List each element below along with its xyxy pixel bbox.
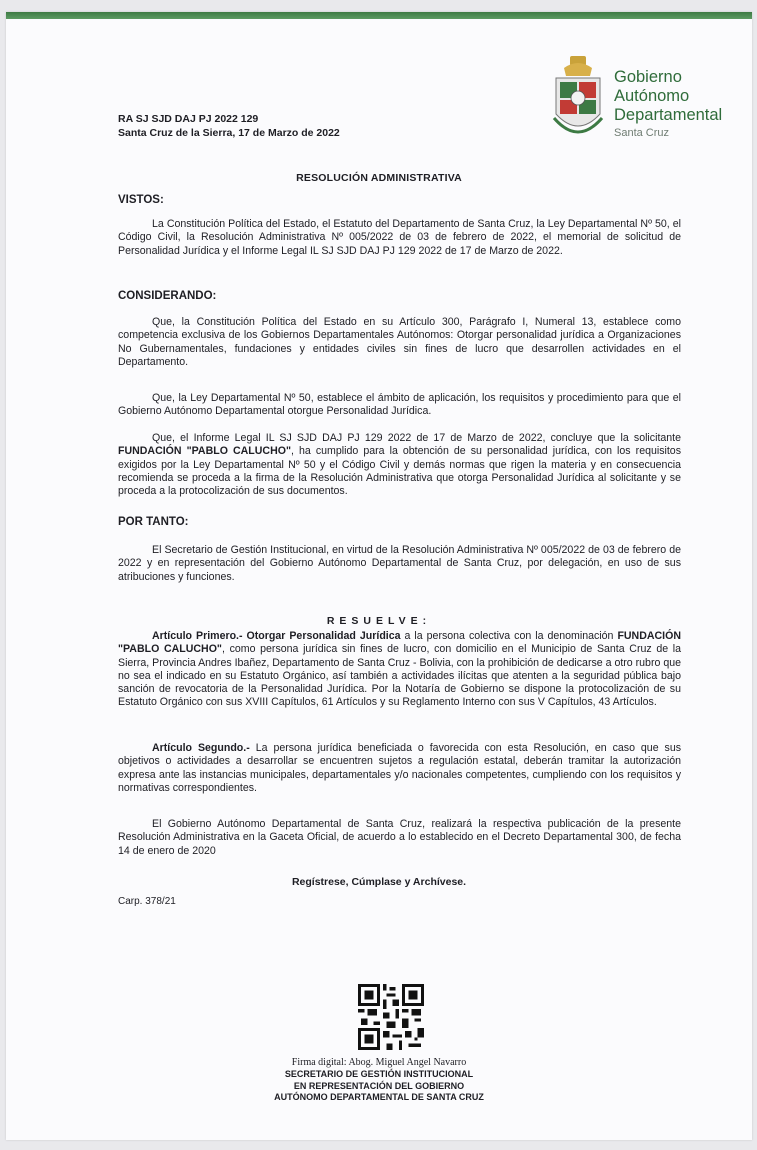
considerando-paragraph-2: Que, la Ley Departamental Nº 50, establece el ámbito de aplicación, los requisitos y procedimiento para que el Gobierno Autónomo Departamental otorgue Personalidad Jurídica. [118, 392, 681, 418]
place-date: Santa Cruz de la Sierra, 17 de Marzo de 2022 [118, 127, 340, 139]
header-green-band [6, 12, 752, 19]
articulo-segundo-text: La persona jurídica beneficiada o favorecida con esta Resolución, en caso que sus objetivos o actividades a desarrollar se encuentren sujetos a regulación estatal, deberán tramitar la autorización expresa ante las instancias municipales, departamentales y/o nacionales competentes, cumpliendo con los requisitos y normativas correspondientes. [118, 742, 682, 794]
document-reference [118, 112, 340, 140]
government-logo [550, 54, 740, 154]
vistos-paragraph: La Constitución Política del Estado, el Estatuto del Departamento de Santa Cruz, la Ley Departamental Nº 50, el Código Civil, la Resolución Administrativa Nº 005/2022 de 03 de febrero de 2022, el memorial de solicitud de Personalidad Jurídica y el Informe Legal IL SJ SJD DAJ PJ 129 2022 de 17 de Marzo de 2022. [118, 218, 681, 257]
articulo-primero-text-1: a la persona colectiva con la denominación [400, 630, 618, 642]
logo-line-3: Departamental [614, 106, 723, 124]
signature-block [6, 1057, 752, 1104]
logo-line-2: Autónomo [614, 87, 690, 105]
articulo-segundo [118, 742, 681, 795]
qr-code-icon [358, 984, 424, 1050]
signer-role-3: AUTÓNOMO DEPARTAMENTAL DE SANTA CRUZ [274, 1092, 484, 1102]
logo-line-1: Gobierno [614, 68, 682, 86]
signer-role-1: SECRETARIO DE GESTIÓN INSTITUCIONAL [284, 1069, 474, 1079]
considerando-heading: CONSIDERANDO: [118, 290, 217, 302]
signer-role-2: EN REPRESENTACIÓN DEL GOBIERNO [293, 1080, 465, 1091]
considerando-paragraph-1: Que, la Constitución Política del Estado en su Artículo 300, Parágrafo I, Numeral 13, establece como competencia exclusiva de los Gobiernos Departamentales Autónomos: Otorgar personalidad jurídica a Organizaciones No Gubernamentales, fundaciones y entidades civiles sin fines de lucro que desarrollen actividades en el Departamento. [118, 316, 681, 368]
publicacion-paragraph: El Gobierno Autónomo Departamental de Santa Cruz, realizará la respectiva publicación de la presente Resolución Administrativa en la Gaceta Oficial, de acuerdo a lo establecido en el Decreto Departamental 300, de fecha 14 de enero de 2020 [118, 818, 681, 857]
considerando-paragraph-3 [118, 432, 681, 498]
document-page [6, 12, 752, 1140]
reference-code: RA SJ SJD DAJ PJ 2022 129 [118, 113, 259, 125]
logo-text [614, 68, 722, 140]
file-number: Carp. 378/21 [118, 896, 176, 907]
digital-signature: Firma digital: Abog. Miguel Angel Navarro [291, 1057, 467, 1068]
por-tanto-paragraph: El Secretario de Gestión Institucional, en virtud de la Resolución Administrativa Nº 005/2022 de 03 de febrero de 2022 y en representación del Gobierno Autónomo Departamental de Santa Cruz, por delegación, en uso de sus atribuciones y funciones. [118, 544, 681, 583]
closing-formula: Regístrese, Cúmplase y Archívese. [291, 876, 467, 888]
articulo-primero-text-2: , como persona jurídica sin fines de lucro, con domicilio en el Municipio de Santa Cruz de la Sierra, Provincia Andres Ibañez, Departamento de Santa Cruz - Bolivia, con la prohibición de dedicarse a otro rubro que no sea el indicado en su Estatuto Orgánico, así también a actividades ilícitas que atenten a la seguridad pública bajo sanción de revocatoria de la Personalidad Jurídica. Por la Notaría de Gobierno se dispone la protocolización de su Estatuto Orgánico con sus XVIII Capítulos, 61 Artículos y su Reglamento Interno con sus V Capítulos, 43 Artículos. [118, 643, 682, 709]
considerando-p3-text-b: , ha cumplido para la obtención de su personalidad jurídica, con los requisitos exigidos por la Ley Departamental Nº 50 y el Código Civil y demás normas que rigen la materia y en consecuencia recomienda se proceda a la firma de la Resolución Administrativa que otorga Personalidad Jurídica al solicitante y se proceda a la protocolización de sus documentos. [118, 445, 682, 498]
foundation-name: FUNDACIÓN "PABLO CALUCHO" [118, 445, 291, 458]
vistos-heading: VISTOS: [118, 194, 164, 206]
coat-of-arms-icon [550, 54, 606, 144]
articulo-primero-lead: Artículo Primero.- Otorgar Personalidad Jurídica [152, 630, 401, 642]
considerando-p3-text-a: Que, el Informe Legal IL SJ SJD DAJ PJ 129 2022 de 17 de Marzo de 2022, concluye que la solicitante [152, 432, 681, 444]
articulo-segundo-lead: Artículo Segundo.- [152, 742, 250, 754]
articulo-primero-foundation-name: FUNDACIÓN "PABLO CALUCHO" [118, 630, 681, 656]
document-title: RESOLUCIÓN ADMINISTRATIVA [296, 172, 462, 184]
resuelve-heading: RESUELVE: [326, 615, 432, 627]
logo-line-4: Santa Cruz [614, 127, 670, 139]
articulo-primero [118, 630, 681, 710]
por-tanto-heading: POR TANTO: [118, 516, 189, 528]
